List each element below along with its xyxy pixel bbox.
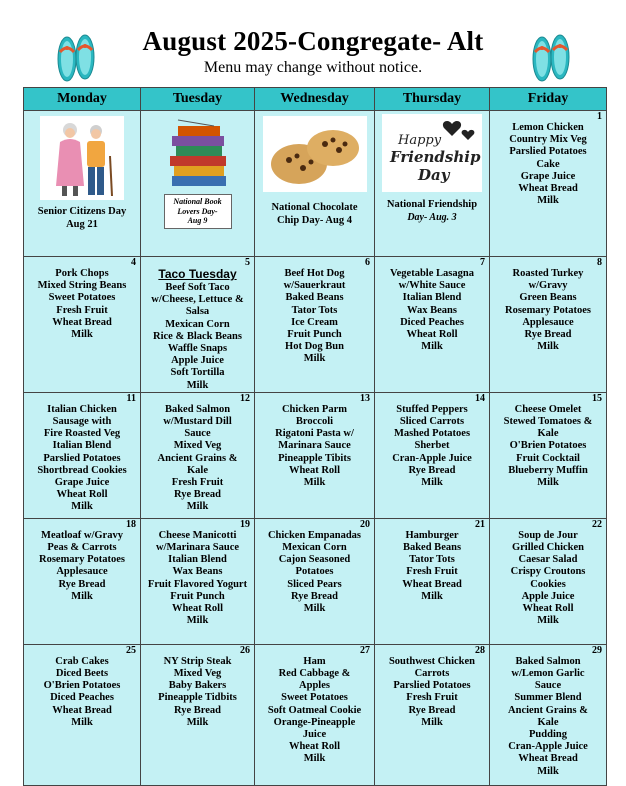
special-caption: National Friendship <box>386 199 478 210</box>
menu-item: Carrots <box>414 668 450 680</box>
day-cell-content <box>141 645 254 729</box>
menu-item: Milk <box>71 716 93 728</box>
menu-item: Parslied Potatoes <box>43 452 121 464</box>
menu-item: Fresh Fruit <box>56 304 108 316</box>
special-caption: National Chocolate <box>271 202 358 213</box>
menu-item: Applesauce <box>522 316 574 328</box>
menu-item: Salsa <box>185 306 210 318</box>
day-number: 27 <box>360 644 370 656</box>
menu-item: Milk <box>537 615 559 627</box>
menu-item: Blueberry Muffin <box>508 464 588 476</box>
menu-item: Milk <box>421 341 443 353</box>
menu-item: Pineapple Tibits <box>278 452 351 464</box>
day-number: 21 <box>475 518 485 530</box>
special-caption: Day- Aug. 3 <box>407 211 457 223</box>
day-number: 18 <box>126 518 136 530</box>
menu-item: Grape Juice <box>54 477 110 489</box>
day-number: 29 <box>592 644 602 656</box>
day-number: 19 <box>240 518 250 530</box>
menu-item: Mexican Corn <box>165 318 230 330</box>
menu-item: Shortbread Cookies <box>37 464 127 476</box>
menu-item: Milk <box>537 341 559 353</box>
menu-item: Milk <box>186 501 209 513</box>
menu-item: Milk <box>303 477 326 489</box>
week-row <box>24 111 607 257</box>
menu-item: Wax Beans <box>407 304 457 316</box>
menu-item: Ice Cream <box>291 316 338 328</box>
menu-item: Fresh Fruit <box>406 692 458 704</box>
day-cell <box>255 257 375 393</box>
day-cell-content <box>375 393 489 489</box>
menu-item: NY Strip Steak <box>163 655 232 667</box>
special-caption: Senior Citizens Day <box>37 206 127 217</box>
day-cell-content <box>141 393 254 514</box>
day-cell-content <box>141 519 254 628</box>
special-cell-book <box>141 111 254 229</box>
day-number: 5 <box>245 257 250 268</box>
menu-item: Milk <box>186 379 209 391</box>
menu-item: Wheat Bread <box>402 578 462 590</box>
menu-item: Diced Beets <box>55 668 109 680</box>
day-cell-content <box>24 519 140 603</box>
menu-item: Marinara Sauce <box>278 440 351 452</box>
menu-item: Sweet Potatoes <box>48 292 116 304</box>
menu-item: Diced Peaches <box>400 316 464 328</box>
menu-item: Baked Beans <box>402 542 462 554</box>
menu-item: Apple Juice <box>521 590 575 602</box>
menu-item: Parslied Potatoes <box>509 146 587 158</box>
menu-item: Mixed Veg <box>173 668 222 680</box>
menu-item: Milk <box>303 753 326 765</box>
day-number: 12 <box>240 392 250 404</box>
menu-item: Wheat Roll <box>406 329 458 341</box>
day-number: 13 <box>360 392 370 404</box>
menu-item: Kale <box>187 464 208 476</box>
menu-item: Wheat Roll <box>288 741 341 753</box>
menu-item: Beef Hot Dog <box>284 268 345 279</box>
menu-item: w/Lemon Garlic <box>511 668 585 680</box>
menu-item: Tator Tots <box>291 304 338 316</box>
menu-item: Kale <box>537 428 559 440</box>
week-row <box>24 257 607 393</box>
day-cell <box>255 392 375 518</box>
day-cell-content <box>490 645 606 778</box>
day-cell-content <box>255 393 374 489</box>
special-caption: National Book <box>173 197 222 206</box>
menu-item: Sausage with <box>52 416 112 428</box>
menu-item: Sliced Pears <box>287 578 342 590</box>
menu-item: Milk <box>421 590 443 602</box>
menu-item: O'Brien Potatoes <box>43 680 121 692</box>
day-cell <box>375 518 490 644</box>
day-cell <box>24 518 141 644</box>
weekday-header: Thursday <box>375 88 490 111</box>
menu-item: Country Mix Veg <box>509 134 587 146</box>
day-cell <box>490 111 607 257</box>
day-cell <box>490 644 607 785</box>
special-cell-chocolate <box>255 111 374 227</box>
menu-item: Ham <box>303 655 326 667</box>
page-subtitle: Menu may change without notice. <box>203 59 423 76</box>
day-cell-content <box>24 393 140 514</box>
menu-item: Apples <box>299 680 330 692</box>
menu-item: Wheat Roll <box>171 603 224 615</box>
menu-item: w/White Sauce <box>398 280 466 292</box>
menu-item: Chicken Empanadas <box>267 529 362 541</box>
menu-item: Ancient Grains & <box>508 704 588 716</box>
chocolate-chip-cookies-image <box>263 116 367 192</box>
week-row <box>24 392 607 518</box>
menu-item: Milk <box>421 477 443 489</box>
book-caption-box <box>164 194 232 229</box>
menu-item: Milk <box>303 353 326 365</box>
day-number: 26 <box>240 644 250 656</box>
page-header <box>0 0 626 86</box>
menu-item: Stewed Tomatoes & <box>503 416 593 428</box>
day-cell-content <box>255 519 374 615</box>
day-cell <box>490 257 607 393</box>
day-cell-content <box>24 645 140 729</box>
menu-item: Baked Salmon <box>164 403 231 415</box>
special-caption: Aug 21 <box>66 218 98 230</box>
day-cell-content <box>375 519 489 603</box>
menu-item: Milk <box>537 477 559 489</box>
menu-item: Crispy Croutons <box>510 566 586 578</box>
special-cell-senior <box>24 111 140 231</box>
day-number: 20 <box>360 518 370 530</box>
menu-item: O'Brien Potatoes <box>509 440 587 452</box>
senior-couple-image <box>40 116 124 200</box>
menu-item: Hot Dog Bun <box>285 341 344 353</box>
day-cell-content <box>24 257 140 341</box>
menu-item: Soft Oatmeal Cookie <box>267 704 362 716</box>
menu-item: Hamburger <box>405 529 459 541</box>
day-cell <box>141 644 255 785</box>
menu-item: Milk <box>71 590 93 602</box>
day-cell <box>490 392 607 518</box>
menu-item: Cran-Apple Juice <box>392 452 472 464</box>
menu-item: Kale <box>537 716 559 728</box>
menu-item: Vegetable Lasagna <box>390 268 474 279</box>
day-number: 25 <box>126 644 136 656</box>
menu-item: Grilled Chicken <box>511 542 585 554</box>
menu-item: Milk <box>71 501 93 513</box>
weekday-header-row <box>24 88 607 111</box>
menu-item: Wheat Roll <box>522 603 574 615</box>
menu-item: Ancient Grains & <box>157 452 238 464</box>
menu-calendar <box>23 87 607 786</box>
menu-item: Tator Tots <box>409 554 455 566</box>
menu-item: Green Beans <box>519 292 577 304</box>
menu-item: Milk <box>537 765 559 777</box>
weekday-header: Wednesday <box>255 88 375 111</box>
day-cell <box>255 518 375 644</box>
menu-item: Cookies <box>530 578 566 590</box>
special-caption: Chip Day- Aug 4 <box>277 214 352 226</box>
day-cell <box>24 644 141 785</box>
day-number: 15 <box>592 392 602 404</box>
weekday-header: Monday <box>24 88 141 111</box>
menu-item: Baked Beans <box>285 292 344 304</box>
menu-item: Cheese Omelet <box>514 403 582 415</box>
menu-item: Milk <box>303 603 326 615</box>
menu-item: Apple Juice <box>171 355 224 367</box>
menu-item: Meatloaf w/Gravy <box>41 529 123 541</box>
menu-item: Mashed Potatoes <box>393 428 471 440</box>
menu-item: Milk <box>186 716 209 728</box>
menu-item: Wheat Bread <box>518 183 578 195</box>
menu-item: Baked Salmon <box>515 655 581 667</box>
menu-item: Sherbet <box>414 440 450 452</box>
menu-item: Cheese Manicotti <box>158 529 237 541</box>
day-number: 22 <box>592 518 602 530</box>
friendship-art-text: Day <box>418 166 450 184</box>
day-number: 8 <box>597 257 602 268</box>
day-cell-content <box>490 111 606 207</box>
menu-item: Applesauce <box>56 566 108 578</box>
menu-item: Lemon Chicken <box>512 122 584 133</box>
menu-item: Fresh Fruit <box>171 477 224 489</box>
menu-item: Wheat Roll <box>56 489 108 501</box>
menu-item: Wheat Roll <box>288 464 341 476</box>
menu-item: w/Gravy <box>528 280 568 292</box>
day-cell <box>375 392 490 518</box>
day-number: 4 <box>131 257 136 268</box>
menu-item: Waffle Snaps <box>167 343 228 355</box>
menu-item: Sweet Potatoes <box>281 692 348 704</box>
day-cell-content <box>490 519 606 628</box>
books-stack-image <box>158 114 238 194</box>
menu-item: Milk <box>71 329 93 341</box>
day-cell <box>141 257 255 393</box>
menu-item: Milk <box>537 195 559 207</box>
menu-item: Rigatoni Pasta w/ <box>275 428 354 440</box>
menu-item: w/Cheese, Lettuce & <box>151 294 244 306</box>
day-number: 7 <box>480 257 485 268</box>
week-row <box>24 518 607 644</box>
menu-item: Fruit Punch <box>170 590 225 602</box>
menu-item: Milk <box>186 615 209 627</box>
menu-item: Caesar Salad <box>518 554 578 566</box>
day-number: 1 <box>597 111 602 122</box>
weekday-header: Friday <box>490 88 607 111</box>
menu-item: Orange-Pineapple <box>273 716 356 728</box>
menu-item: Rosemary Potatoes <box>504 304 591 316</box>
weekday-header: Tuesday <box>141 88 255 111</box>
menu-item: Italian Blend <box>168 554 227 566</box>
day-cell <box>141 111 255 257</box>
menu-item: w/Marinara Sauce <box>155 542 240 554</box>
menu-item: Rye Bread <box>408 704 456 716</box>
day-cell-content <box>490 393 606 489</box>
day-cell <box>255 111 375 257</box>
menu-item: Italian Chicken <box>47 403 117 415</box>
menu-item: Parslied Potatoes <box>393 680 471 692</box>
menu-item: Fire Roasted Veg <box>43 428 121 440</box>
menu-item: Summer Blend <box>514 692 582 704</box>
day-number: 6 <box>365 257 370 268</box>
menu-item: Beef Soft Taco <box>165 282 230 293</box>
menu-item: Roasted Turkey <box>512 268 584 279</box>
theme-heading: Taco Tuesday <box>158 267 237 281</box>
menu-item: w/Sauerkraut <box>283 280 346 292</box>
menu-item: Crab Cakes <box>55 655 109 667</box>
day-cell <box>141 392 255 518</box>
day-cell-content <box>255 257 374 366</box>
day-number: 28 <box>475 644 485 656</box>
page-title: August 2025-Congregate- Alt <box>142 26 484 56</box>
menu-item: Broccoli <box>295 416 334 428</box>
menu-item: Italian Blend <box>52 440 112 452</box>
menu-item: Cran-Apple Juice <box>508 741 588 753</box>
day-cell <box>255 644 375 785</box>
day-cell <box>24 257 141 393</box>
menu-item: Sauce <box>534 680 562 692</box>
menu-item: Italian Blend <box>402 292 462 304</box>
menu-item: Rye Bread <box>174 704 221 716</box>
menu-item: Stuffed Peppers <box>396 403 468 415</box>
menu-item: Rye Bread <box>58 578 106 590</box>
menu-item: Rye Bread <box>408 464 456 476</box>
day-cell <box>24 392 141 518</box>
menu-item: Wheat Bread <box>518 753 578 765</box>
day-cell <box>24 111 141 257</box>
menu-item: Mexican Corn <box>282 542 347 554</box>
menu-item: Southwest Chicken <box>388 655 476 667</box>
menu-item: Potatoes <box>295 566 334 578</box>
menu-item: Cake <box>536 158 560 170</box>
menu-item: Juice <box>302 729 327 741</box>
menu-item: Milk <box>421 716 443 728</box>
menu-item: Fresh Fruit <box>406 566 458 578</box>
special-caption: Aug 9 <box>187 216 208 225</box>
day-cell-content <box>141 257 254 392</box>
menu-item: Rosemary Potatoes <box>38 554 125 566</box>
menu-item: Fruit Punch <box>287 329 342 341</box>
menu-item: Wheat Bread <box>52 704 112 716</box>
day-cell <box>375 644 490 785</box>
menu-item: Pork Chops <box>55 268 109 279</box>
menu-item: Chicken Parm <box>281 403 348 415</box>
menu-item: Sauce <box>184 428 211 440</box>
menu-item: Fruit Flavored Yogurt <box>147 578 248 590</box>
menu-item: Pudding <box>529 729 567 741</box>
day-cell <box>375 111 490 257</box>
menu-item: Soft Tortilla <box>170 367 225 379</box>
day-cell-content <box>255 645 374 766</box>
day-cell-content <box>375 257 489 353</box>
menu-item: Rye Bread <box>291 590 338 602</box>
day-cell-content <box>375 645 489 729</box>
menu-item: Wheat Bread <box>52 316 112 328</box>
day-cell-content <box>490 257 606 353</box>
day-cell <box>490 518 607 644</box>
menu-item: Grape Juice <box>520 170 576 182</box>
special-caption: Lovers Day- <box>177 206 218 216</box>
menu-item: Soup de Jour <box>518 529 578 541</box>
special-cell-friendship <box>375 111 489 224</box>
friendship-day-image <box>382 114 482 192</box>
menu-item: Wax Beans <box>172 566 223 578</box>
day-number: 11 <box>126 392 136 404</box>
week-row <box>24 644 607 785</box>
menu-item: w/Mustard Dill <box>163 416 232 428</box>
menu-item: Sliced Carrots <box>399 416 465 428</box>
menu-item: Diced Peaches <box>50 692 114 704</box>
menu-item: Baby Bakers <box>168 680 227 692</box>
menu-item: Cajon Seasoned <box>278 554 351 566</box>
menu-item: Red Cabbage & <box>278 668 351 680</box>
menu-item: Mixed String Beans <box>37 280 127 292</box>
menu-item: Peas & Carrots <box>47 542 117 554</box>
menu-item: Rye Bread <box>174 489 221 501</box>
friendship-art-text: Happy <box>398 133 442 148</box>
friendship-art-text: Friendship <box>390 148 481 166</box>
day-cell <box>375 257 490 393</box>
menu-item: Mixed Veg <box>173 440 222 452</box>
menu-item: Rye Bread <box>524 329 572 341</box>
menu-item: Pineapple Tidbits <box>158 692 237 704</box>
menu-item: Rice & Black Beans <box>153 330 242 342</box>
day-number: 14 <box>475 392 485 404</box>
day-cell <box>141 518 255 644</box>
menu-item: Fruit Cocktail <box>516 452 580 464</box>
flip-flops-icon <box>529 32 573 84</box>
